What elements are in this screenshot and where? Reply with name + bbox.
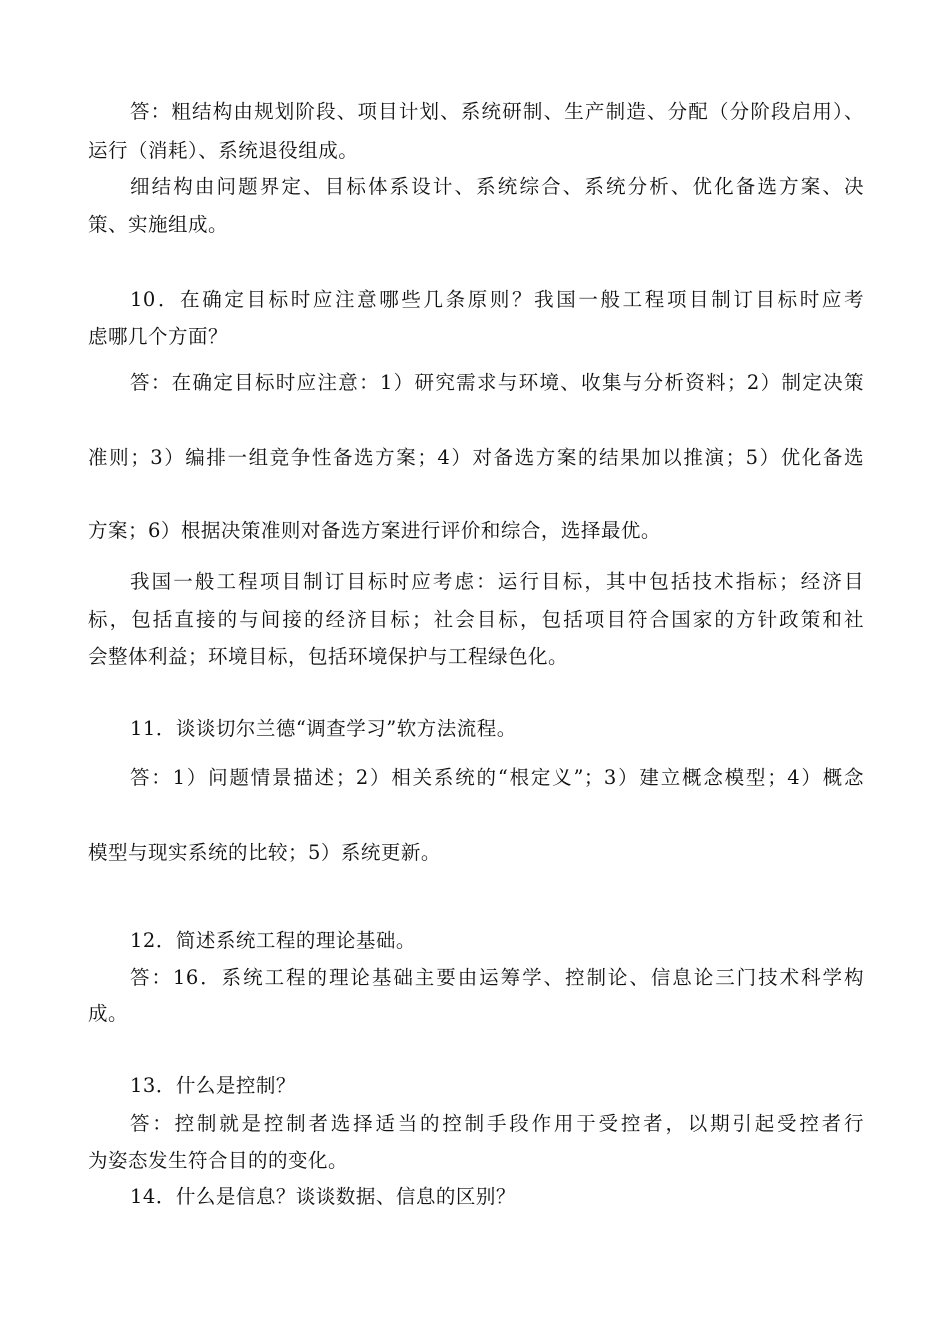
question-14: 14．什么是信息？谈谈数据、信息的区别？ <box>130 1185 516 1208</box>
answer-10-line-3: 方案；6）根据决策准则对备选方案进行评价和综合，选择最优。 <box>88 519 661 542</box>
answer-9-line-1: 答：粗结构由规划阶段、项目计划、系统研制、生产制造、分配（分阶段启用）、 <box>130 100 864 123</box>
answer-9-line-2: 运行（消耗）、系统退役组成。 <box>88 139 359 162</box>
answer-10-line-5: 标，包括直接的与间接的经济目标；社会目标，包括项目符合国家的方针政策和社 <box>88 608 864 631</box>
answer-11-line-2: 模型与现实系统的比较；5）系统更新。 <box>88 841 441 864</box>
question-12: 12．简述系统工程的理论基础。 <box>130 929 416 952</box>
answer-12-line-2: 成。 <box>88 1002 129 1025</box>
answer-10-line-4: 我国一般工程项目制订目标时应考虑：运行目标，其中包括技术指标；经济目 <box>130 570 864 593</box>
answer-13-line-1: 答：控制就是控制者选择适当的控制手段作用于受控者，以期引起受控者行 <box>130 1112 864 1135</box>
question-10-line-2: 虑哪几个方面？ <box>88 325 229 348</box>
answer-10-line-2: 准则；3）编排一组竞争性备选方案；4）对备选方案的结果加以推演；5）优化备选 <box>88 446 864 469</box>
question-11: 11．谈谈切尔兰德“调查学习”软方法流程。 <box>130 717 517 740</box>
answer-10-line-1: 答：在确定目标时应注意：1）研究需求与环境、收集与分析资料；2）制定决策 <box>130 371 864 394</box>
question-13: 13．什么是控制？ <box>130 1074 296 1097</box>
answer-12-line-1: 答：16．系统工程的理论基础主要由运筹学、控制论、信息论三门技术科学构 <box>130 966 864 989</box>
question-10-line-1: 10．在确定目标时应注意哪些几条原则？我国一般工程项目制订目标时应考 <box>130 288 864 311</box>
answer-11-line-1: 答：1）问题情景描述；2）相关系统的“根定义”；3）建立概念模型；4）概念 <box>130 766 864 789</box>
answer-10-line-6: 会整体利益；环境目标，包括环境保护与工程绿色化。 <box>88 645 569 668</box>
answer-9-line-3: 细结构由问题界定、目标体系设计、系统综合、系统分析、优化备选方案、决 <box>130 175 864 198</box>
answer-9-line-4: 策、实施组成。 <box>88 213 229 236</box>
answer-13-line-2: 为姿态发生符合目的的变化。 <box>88 1149 349 1172</box>
